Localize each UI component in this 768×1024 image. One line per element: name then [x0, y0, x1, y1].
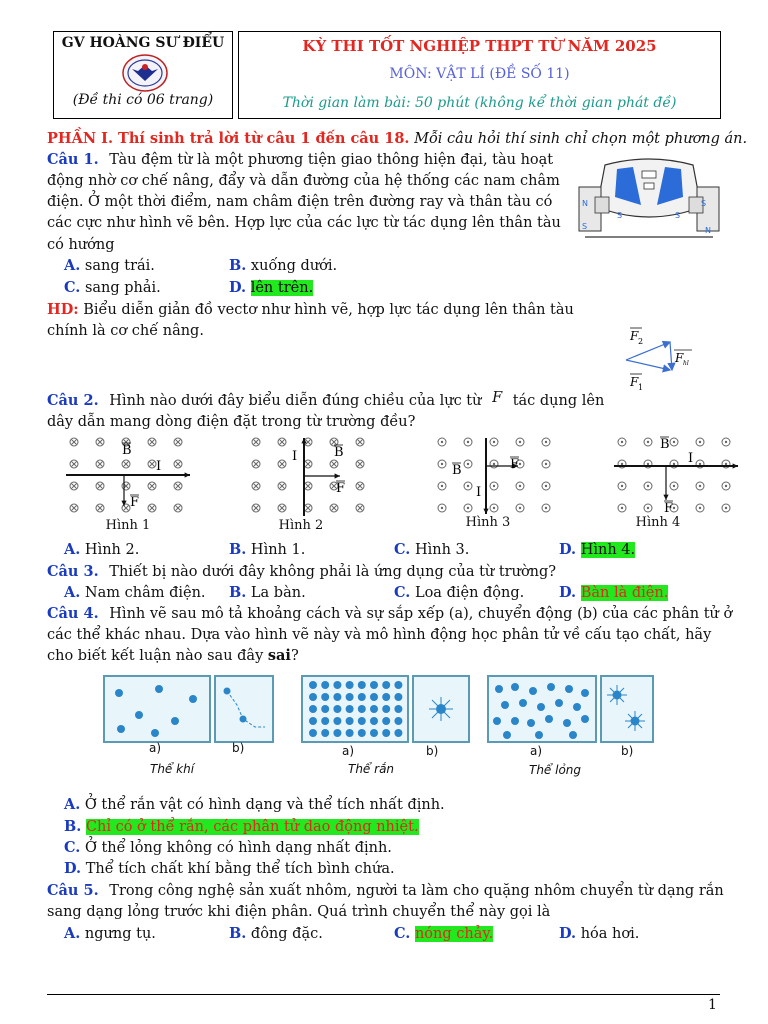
field-into-page-icon: [70, 460, 78, 468]
field-out-of-page-icon: [438, 482, 446, 490]
q5-text: Trong công nghệ sản xuất nhôm, người ta làm cho quặng nhôm chuyển từ dạng rắn: [109, 883, 724, 899]
field-into-page-icon: [356, 504, 364, 512]
option-key: B.: [229, 925, 247, 942]
current-label-i: I: [688, 451, 694, 466]
q1-line-1: [47, 150, 553, 170]
field-into-page-icon: [174, 438, 182, 446]
option-text-answer: Chỉ có ở thể rắn, các phân tử dao động nhiệt.: [85, 819, 419, 835]
field-into-page-icon: [70, 438, 78, 446]
q1-option-b[interactable]: [229, 256, 337, 276]
solid-particle: [394, 681, 402, 689]
field-into-page-icon: [148, 460, 156, 468]
q3-option-d[interactable]: [559, 583, 668, 603]
field-into-page-icon: [278, 504, 286, 512]
current-wire-head: [483, 509, 488, 514]
field-out-of-page-icon: [438, 504, 446, 512]
q1-option-d[interactable]: [229, 278, 313, 298]
q4-line-2: các thể khác nhau. Dựa vào hình vẽ này và mô hình động học phân tử về cấu tạo chất, hãy: [47, 627, 712, 643]
vector-label-f1-sub: 1: [638, 383, 644, 392]
solid-particle: [370, 729, 378, 737]
solid-particle: [309, 681, 317, 689]
force-arrow-head: [121, 501, 126, 506]
q5-option-a[interactable]: [64, 924, 156, 944]
field-into-page-icon: [148, 482, 156, 490]
q2-option-d[interactable]: [559, 540, 635, 560]
option-text: Nam châm điện.: [84, 585, 206, 601]
solid-state-figure: [301, 675, 471, 745]
vector-label-f2-sub: 2: [638, 337, 644, 346]
force-arrow-head: [663, 495, 668, 500]
field-into-page-icon: [174, 504, 182, 512]
field-into-page-icon: [96, 504, 104, 512]
vector-label-fhl-sub: hl: [683, 360, 689, 367]
option-key: D.: [559, 925, 577, 942]
q2-option-a[interactable]: [64, 540, 139, 560]
solid-particle: [346, 717, 354, 725]
field-out-of-page-icon: [490, 504, 498, 512]
field-into-page-icon: [148, 438, 156, 446]
solid-particle: [370, 717, 378, 725]
force-label-f: F: [130, 495, 140, 510]
maglev-train-figure: [575, 157, 723, 242]
teacher-name: GV HOÀNG SƯ ĐIỂU: [61, 35, 225, 51]
option-key: A.: [64, 541, 81, 558]
q4-option-a[interactable]: [64, 795, 445, 815]
solid-particle: [370, 681, 378, 689]
solid-particle: [333, 717, 341, 725]
magnet-label-s-mid-left: S: [617, 211, 623, 220]
q1-line-3: điện. Ở một thời điểm, nam châm điện trên đường ray và thân tàu có: [47, 194, 553, 210]
field-out-of-page-icon: [516, 504, 524, 512]
field-out-of-page-icon: [490, 460, 498, 468]
field-out-of-page-icon: [618, 482, 626, 490]
solid-particle: [346, 729, 354, 737]
q1-text: Tàu đệm từ là một phương tiện giao thông hiện đại, tàu hoạt: [109, 152, 554, 168]
solid-particle: [394, 693, 402, 701]
gas-a-label: a): [149, 741, 162, 755]
figure-2-caption: Hình 2: [278, 518, 324, 533]
option-text: Hình 2.: [84, 542, 140, 558]
field-into-page-icon: [252, 438, 260, 446]
field-into-page-icon: [96, 482, 104, 490]
part1-title: PHẦN I. Thí sinh trả lời từ câu 1 đến câu 18.: [47, 130, 410, 147]
q4-text-3c: ?: [290, 648, 299, 664]
field-into-page-icon: [96, 438, 104, 446]
field-out-of-page-icon: [542, 438, 550, 446]
field-out-of-page-icon: [438, 438, 446, 446]
solid-particle: [370, 693, 378, 701]
solid-particle: [321, 705, 329, 713]
q1-label: Câu 1.: [47, 151, 99, 168]
option-text-answer: lên trên.: [250, 280, 314, 296]
exam-time: Thời gian làm bài: 50 phút (không kể thời gian phát đề): [282, 95, 677, 111]
option-key: D.: [229, 279, 247, 296]
field-out-of-page-icon: [542, 460, 550, 468]
q5-option-c[interactable]: [394, 924, 493, 944]
solid-particle: [309, 717, 317, 725]
field-out-of-page-icon: [516, 482, 524, 490]
q4-text-3a: cho biết kết luận nào sau đây: [47, 648, 268, 664]
field-into-page-icon: [122, 482, 130, 490]
field-out-of-page-icon: [464, 504, 472, 512]
magnet-label-n-right: N: [705, 226, 711, 235]
field-into-page-icon: [356, 482, 364, 490]
solid-particle: [382, 717, 390, 725]
q1-line-4: các cực như hình vẽ bên. Hợp lực của các lực từ tác dụng lên thân tàu: [47, 215, 561, 231]
field-into-page-icon: [356, 438, 364, 446]
solid-particle: [309, 705, 317, 713]
field-out-of-page-icon: [722, 482, 730, 490]
field-into-page-icon: [252, 482, 260, 490]
option-text-answer: nóng chảy.: [414, 926, 494, 942]
q5-option-b[interactable]: [229, 924, 323, 944]
q1-line-2: động nhờ cơ chế nâng, đẩy và dẫn đường của hệ thống các nam châm: [47, 173, 560, 189]
option-text: Hình 1.: [250, 542, 306, 558]
solid-particle: [382, 705, 390, 713]
q1-option-a[interactable]: [64, 256, 155, 276]
field-out-of-page-icon: [670, 438, 678, 446]
q2-text-b: tác dụng lên: [512, 393, 605, 409]
q4-option-b[interactable]: [64, 817, 419, 837]
liquid-b-label: b): [621, 744, 634, 758]
solid-particle: [321, 729, 329, 737]
option-text: đông đặc.: [250, 926, 323, 942]
field-into-page-icon: [304, 460, 312, 468]
field-out-of-page-icon: [438, 460, 446, 468]
q3-option-c[interactable]: [394, 583, 524, 603]
field-label-b: B: [122, 443, 132, 458]
field-into-page-icon: [304, 482, 312, 490]
field-into-page-icon: [122, 504, 130, 512]
field-into-page-icon: [330, 460, 338, 468]
q1-line-5: có hướng: [47, 237, 115, 253]
field-into-page-icon: [330, 504, 338, 512]
option-text-answer: Bàn là điện.: [580, 585, 669, 601]
field-out-of-page-icon: [490, 438, 498, 446]
option-key: D.: [64, 860, 82, 877]
q2-label: Câu 2.: [47, 392, 99, 409]
q3-line: [47, 562, 556, 582]
q2-line-2: dây dẫn mang dòng điện đặt trong từ trường đều?: [47, 414, 416, 430]
field-into-page-icon: [174, 460, 182, 468]
q4-emphasis-sai: sai: [267, 647, 291, 664]
option-key: A.: [64, 796, 81, 813]
solid-state-caption: Thể rắn: [348, 762, 395, 776]
option-key: C.: [394, 541, 411, 558]
q3-option-b[interactable]: [229, 583, 306, 603]
field-into-page-icon: [304, 504, 312, 512]
vector-label-f1: F: [630, 375, 639, 389]
field-label-b: B: [660, 437, 670, 452]
solid-particle: [309, 693, 317, 701]
figure-4: [610, 434, 740, 518]
option-key: C.: [64, 279, 81, 296]
figure-3: [430, 434, 560, 518]
field-out-of-page-icon: [696, 482, 704, 490]
solid-particle: [370, 705, 378, 713]
q2-option-c[interactable]: [394, 540, 469, 560]
solid-particle: [333, 693, 341, 701]
q4-line-3: [47, 646, 299, 666]
q3-option-a[interactable]: [64, 583, 206, 603]
option-text: Hình 3.: [414, 542, 470, 558]
force-label-f: F: [510, 457, 520, 472]
vector-f-symbol: F: [492, 390, 503, 406]
solid-b-label: b): [426, 744, 439, 758]
figure-1: [62, 434, 192, 518]
solid-particle: [321, 681, 329, 689]
q2-line-1: [47, 391, 604, 411]
magnet-label-s-right: S: [701, 199, 707, 208]
solid-particle: [358, 705, 366, 713]
solid-particle: [321, 693, 329, 701]
solid-particle: [382, 681, 390, 689]
solid-particle: [358, 717, 366, 725]
pages-note: (Đề thi có 06 trang): [72, 92, 214, 108]
field-out-of-page-icon: [644, 438, 652, 446]
part1-note: Mỗi câu hỏi thí sinh chỉ chọn một phương án.: [414, 131, 748, 147]
option-key: D.: [559, 541, 577, 558]
q2-text-a: Hình nào dưới đây biểu diễn đúng chiều của lực từ: [109, 393, 482, 409]
option-text: Ở thể lỏng không có hình dạng nhất định.: [84, 840, 392, 856]
q5-option-d[interactable]: [559, 924, 639, 944]
gas-state-caption: Thể khí: [150, 762, 195, 776]
field-label-b: B: [452, 463, 462, 478]
part1-heading: [47, 129, 747, 149]
option-key: B.: [229, 541, 247, 558]
field-into-page-icon: [252, 460, 260, 468]
field-into-page-icon: [70, 482, 78, 490]
q3-label: Câu 3.: [47, 563, 99, 580]
field-out-of-page-icon: [722, 504, 730, 512]
field-out-of-page-icon: [618, 438, 626, 446]
footer-divider: [47, 994, 720, 995]
field-out-of-page-icon: [490, 482, 498, 490]
magnet-label-s-mid-right: S: [675, 211, 681, 220]
solid-particle: [358, 693, 366, 701]
solid-particle: [358, 729, 366, 737]
field-into-page-icon: [356, 460, 364, 468]
field-into-page-icon: [252, 504, 260, 512]
q4-text: Hình vẽ sau mô tả khoảng cách và sự sắp xếp (a), chuyển động (b) của các phân tử ở: [109, 606, 733, 622]
option-text: La bàn.: [250, 585, 306, 601]
field-into-page-icon: [70, 504, 78, 512]
liquid-a-label: a): [530, 744, 543, 758]
page-number: 1: [708, 997, 717, 1013]
solid-particle: [382, 693, 390, 701]
option-key: B.: [64, 818, 82, 835]
current-label-i: I: [156, 459, 162, 474]
field-out-of-page-icon: [618, 504, 626, 512]
liquid-state-caption: Thể lỏng: [529, 763, 582, 777]
q5-line-2: sang dạng lỏng trước khi điện phân. Quá trình chuyển thể này gọi là: [47, 904, 551, 920]
solid-particle: [321, 717, 329, 725]
field-out-of-page-icon: [644, 504, 652, 512]
solid-particle: [333, 729, 341, 737]
gas-b-label: b): [232, 741, 245, 755]
figure-1-caption: Hình 1: [105, 518, 151, 533]
force-label-f: F: [336, 481, 346, 496]
field-into-page-icon: [278, 438, 286, 446]
figure-4-caption: Hình 4: [635, 515, 681, 530]
option-key: C.: [394, 925, 411, 942]
solid-particle: [333, 705, 341, 713]
field-out-of-page-icon: [542, 504, 550, 512]
vector-label-f2: F: [630, 329, 639, 343]
field-out-of-page-icon: [464, 460, 472, 468]
field-into-page-icon: [96, 460, 104, 468]
option-key: C.: [64, 839, 81, 856]
current-label-i: I: [292, 449, 298, 464]
q1-hd-line-1: [47, 300, 574, 320]
field-into-page-icon: [278, 482, 286, 490]
current-wire-head: [185, 472, 190, 477]
option-text: Thể tích chất khí bằng thể tích bình chứa.: [85, 861, 395, 877]
q4-label: Câu 4.: [47, 605, 99, 622]
q1-hd-line-2: chính là cơ chế nâng.: [47, 323, 204, 339]
field-out-of-page-icon: [696, 504, 704, 512]
option-text: hóa hơi.: [580, 926, 640, 942]
option-text: sang phải.: [84, 280, 161, 296]
hd-text: Biểu diễn giản đồ vectơ như hình vẽ, hợp lực tác dụng lên thân tàu: [83, 302, 574, 318]
field-into-page-icon: [174, 482, 182, 490]
solid-particle: [358, 681, 366, 689]
vector-label-fhl: F: [675, 351, 684, 365]
solid-particle: [382, 729, 390, 737]
option-text: ngưng tụ.: [84, 926, 156, 942]
option-key: A.: [64, 584, 81, 601]
field-out-of-page-icon: [670, 482, 678, 490]
solid-particle: [333, 681, 341, 689]
field-into-page-icon: [278, 460, 286, 468]
q4-option-c[interactable]: [64, 838, 392, 858]
school-logo-icon: [122, 53, 168, 93]
option-text: Loa điện động.: [414, 585, 525, 601]
force-vector-diagram: [620, 322, 710, 392]
q4-line-1: [47, 604, 732, 624]
liquid-state-figure: [487, 675, 655, 745]
solid-particle: [309, 729, 317, 737]
field-label-b: B: [334, 445, 344, 460]
figure-2: [244, 434, 374, 518]
magnet-label-n-left: N: [582, 199, 588, 208]
current-wire-head: [733, 463, 738, 468]
solid-particle: [394, 705, 402, 713]
q4-option-d[interactable]: [64, 859, 395, 879]
field-out-of-page-icon: [542, 482, 550, 490]
gas-state-figure: [103, 675, 275, 745]
field-out-of-page-icon: [464, 438, 472, 446]
field-out-of-page-icon: [722, 438, 730, 446]
option-key: A.: [64, 925, 81, 942]
option-key: A.: [64, 257, 81, 274]
q2-option-b[interactable]: [229, 540, 305, 560]
field-into-page-icon: [122, 460, 130, 468]
field-out-of-page-icon: [516, 438, 524, 446]
field-into-page-icon: [148, 504, 156, 512]
exam-title: KỲ THI TỐT NGHIỆP THPT TỪ NĂM 2025: [302, 37, 657, 55]
option-text: xuống dưới.: [250, 258, 338, 274]
q1-option-c[interactable]: [64, 278, 161, 298]
field-out-of-page-icon: [696, 438, 704, 446]
option-text: sang trái.: [84, 258, 155, 274]
q3-text: Thiết bị nào dưới đây không phải là ứng dụng của từ trường?: [109, 564, 557, 580]
option-key: C.: [394, 584, 411, 601]
force-arrow-head: [335, 473, 340, 478]
option-key: D.: [559, 584, 577, 601]
option-key: B.: [229, 584, 247, 601]
force-label-f: F: [664, 501, 674, 516]
option-key: B.: [229, 257, 247, 274]
field-out-of-page-icon: [644, 482, 652, 490]
solid-particle: [346, 705, 354, 713]
option-text: Ở thể rắn vật có hình dạng và thể tích nhất định.: [84, 797, 445, 813]
field-out-of-page-icon: [464, 482, 472, 490]
figure-3-caption: Hình 3: [465, 515, 511, 530]
current-label-i: I: [476, 485, 482, 500]
solid-a-label: a): [342, 744, 355, 758]
solid-particle: [394, 729, 402, 737]
exam-subject: MÔN: VẬT LÍ (ĐỀ SỐ 11): [389, 66, 570, 82]
option-text-answer: Hình 4.: [580, 542, 636, 558]
hd-label: HD:: [47, 301, 79, 318]
solid-particle: [346, 681, 354, 689]
q5-line-1: [47, 881, 724, 901]
solid-particle: [346, 693, 354, 701]
magnet-label-s-left: S: [582, 222, 588, 231]
solid-particle: [394, 717, 402, 725]
q5-label: Câu 5.: [47, 882, 99, 899]
